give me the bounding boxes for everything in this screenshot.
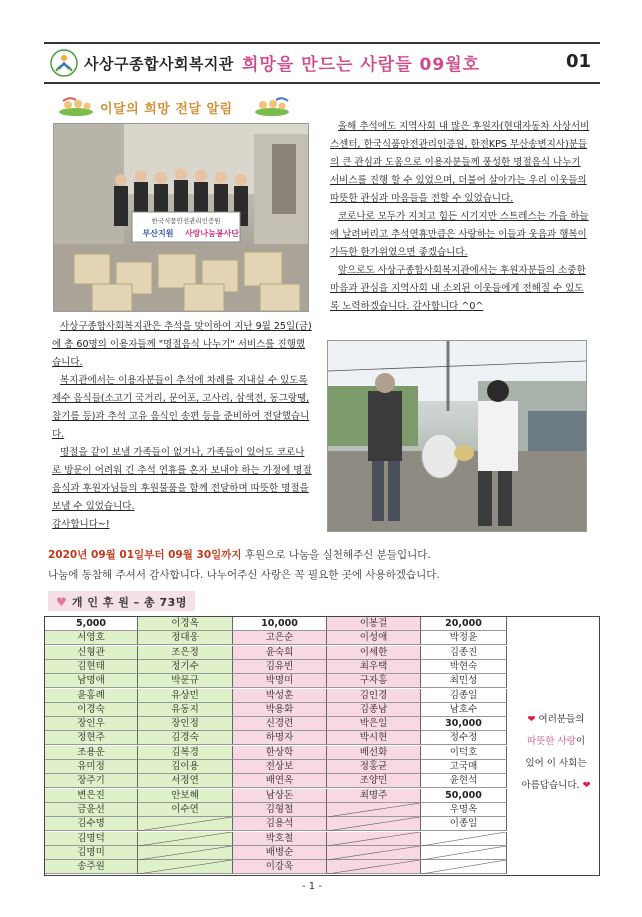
donor-name: 정대웅 <box>138 631 233 645</box>
donor-table <box>44 616 600 876</box>
empty-cell-slash <box>327 832 420 846</box>
donor-name: 최민성 <box>421 674 507 688</box>
group-photo <box>53 123 309 312</box>
empty-cell <box>138 832 233 846</box>
donation-amount: 10,000 <box>233 617 327 631</box>
donor-name: 김경숙 <box>138 731 233 745</box>
empty-cell <box>327 846 421 860</box>
org-logo-icon <box>50 49 78 77</box>
donors-heading <box>48 591 195 611</box>
donor-name: 장주기 <box>45 774 138 788</box>
donor-name: 박시현 <box>327 731 421 745</box>
delivery-photo <box>327 340 587 532</box>
donor-name: 구자홍 <box>327 674 421 688</box>
donor-name: 정수정 <box>421 731 507 745</box>
section-title: 이달의 희망 전달 알림 <box>100 102 233 117</box>
empty-cell <box>327 860 421 874</box>
empty-cell-slash <box>421 832 506 846</box>
donor-name: 남호수 <box>421 703 507 717</box>
side-note-line2-tail: 이 <box>575 736 586 747</box>
donation-amount: 30,000 <box>421 717 507 731</box>
empty-cell-slash <box>138 846 232 860</box>
donor-name: 하명자 <box>233 731 327 745</box>
donor-name: 유상민 <box>138 689 233 703</box>
group-photo-illustration <box>54 124 308 311</box>
donor-name: 이경옥 <box>138 617 233 631</box>
empty-cell <box>327 817 421 831</box>
donor-name: 김종일 <box>421 689 507 703</box>
empty-cell-slash <box>138 817 232 831</box>
donor-name: 정홍균 <box>327 760 421 774</box>
people-cartoon-icon-right <box>254 96 290 116</box>
banner-org-text: 한국식품안전관리인증원 <box>151 217 221 225</box>
donor-name: 김형철 <box>233 803 327 817</box>
period-rest: 후원으로 나눔을 실천해주신 분들입니다. <box>241 549 431 561</box>
donor-name: 조은정 <box>138 646 233 660</box>
donor-name: 박문규 <box>138 674 233 688</box>
side-note-line1: 여러분들의 <box>538 714 585 725</box>
donor-name: 박현숙 <box>421 660 507 674</box>
donor-name: 김현태 <box>45 660 138 674</box>
period-highlight: 2020년 09월 01일부터 09월 30일까지 <box>48 549 242 561</box>
right-paragraph-3: 앞으로도 사상구종합사회복지관에서는 후원자분들의 소중한 마음과 관심을 지역사회 내 소외된 이웃들에게 전해질 수 있도록 노력하겠습니다. 감사합니다 ^0^ <box>330 265 586 312</box>
donor-name: 송주원 <box>45 860 138 874</box>
left-paragraph-4: 감사합니다~! <box>52 519 110 530</box>
donors-title: 개 인 후 원 – 총 73명 <box>71 596 187 609</box>
donor-name: 김용석 <box>233 817 327 831</box>
donation-period <box>48 547 431 562</box>
people-cartoon-icon <box>58 96 94 116</box>
empty-cell <box>421 832 507 846</box>
donor-name: 서영호 <box>45 631 138 645</box>
empty-cell-slash <box>138 860 232 874</box>
donor-name: 고국매 <box>421 760 507 774</box>
heart-icon: ❤ <box>582 780 591 791</box>
empty-cell <box>138 817 233 831</box>
section-heading <box>58 96 298 118</box>
donor-name: 이덕호 <box>421 746 507 760</box>
empty-cell <box>138 860 233 874</box>
donor-name: 이경숙 <box>45 703 138 717</box>
donor-name: 김이용 <box>138 760 233 774</box>
empty-cell-slash <box>327 860 420 874</box>
donor-name: 박명미 <box>233 674 327 688</box>
left-paragraph-3: 명절을 같이 보낼 가족들이 없거나, 가족들이 있어도 코로나로 방문이 어려워 긴 추석 연휴를 혼자 보내야 하는 가정에 명절음식과 후원자님들의 후원물품을 함께 전달하며 따뜻한 명절을 보낼 수 있었습니다. <box>52 447 312 512</box>
empty-cell-slash <box>327 803 420 817</box>
donor-name: 신경련 <box>233 717 327 731</box>
side-note <box>515 709 597 797</box>
empty-cell-slash <box>327 817 420 831</box>
donor-name: 박성훈 <box>233 689 327 703</box>
donor-name: 윤현석 <box>421 774 507 788</box>
empty-cell-slash <box>421 860 506 874</box>
donor-name: 김종진 <box>421 646 507 660</box>
donor-name: 고은순 <box>233 631 327 645</box>
donor-name: 이성애 <box>327 631 421 645</box>
donor-name: 조양민 <box>327 774 421 788</box>
donor-name: 박정윤 <box>421 631 507 645</box>
donor-name: 이종일 <box>421 817 507 831</box>
left-paragraph-2: 복지관에서는 이용자분들이 추석에 차례를 지내실 수 있도록 제수 음식들(소고기 국거리, 문어포, 고사리, 삼색전, 동그랑땡, 참기름 등)과 추석 고유 음식인 송편 등을 준비하여 전달했습니다. <box>52 375 310 440</box>
empty-cell <box>327 803 421 817</box>
empty-cell <box>421 860 507 874</box>
empty-cell <box>421 846 507 860</box>
donor-name: 정기수 <box>138 660 233 674</box>
right-paragraph-1: 올해 추석에도 지역사회 내 많은 후원자(현대자동차 사상서비스센터, 한국식품안전관리인증원, 한전KPS 부산송변지사)분들의 큰 관심과 도움으로 이용자분들께 풍성한 명절음식 나누기 서비스를 진행 할 수 있었으며, 더불어 살아가는 우리 이웃들의 따뜻한 관심과 마음들을 전할 수 있었습니다. <box>330 121 590 204</box>
donor-name: 김명덕 <box>45 832 138 846</box>
donation-amount: 50,000 <box>421 789 507 803</box>
donor-name: 장인정 <box>138 717 233 731</box>
empty-cell <box>327 832 421 846</box>
donor-name: 최우택 <box>327 660 421 674</box>
delivery-photo-illustration <box>328 341 586 531</box>
donor-name: 김종남 <box>327 703 421 717</box>
donation-amount: 5,000 <box>45 617 138 631</box>
donor-name: 안보혜 <box>138 789 233 803</box>
heart-icon: ♥ <box>56 595 67 609</box>
thanks-line: 나눔에 동참해 주셔서 감사합니다. 나누어주신 사랑은 꼭 필요한 곳에 사용하겠습니다. <box>48 569 440 581</box>
left-column-text <box>52 318 312 534</box>
donor-name: 김수명 <box>45 817 138 831</box>
donor-name: 박용화 <box>233 703 327 717</box>
donor-name: 한상학 <box>233 746 327 760</box>
donor-name: 윤숙희 <box>233 646 327 660</box>
donor-name: 유미정 <box>45 760 138 774</box>
page-header <box>44 42 600 84</box>
donor-name: 금윤선 <box>45 803 138 817</box>
donor-name: 박은일 <box>327 717 421 731</box>
empty-cell-slash <box>327 846 420 860</box>
donor-name: 신형관 <box>45 646 138 660</box>
donor-name: 정현주 <box>45 731 138 745</box>
side-note-line4: 아름답습니다. <box>521 780 580 791</box>
banner-group-text: 사랑나눔봉사단 <box>184 229 240 238</box>
empty-cell-slash <box>421 846 506 860</box>
donor-name: 김복경 <box>138 746 233 760</box>
page-footer: - 1 - <box>302 881 322 892</box>
donor-name: 우명옥 <box>421 803 507 817</box>
donor-name: 배병순 <box>233 846 327 860</box>
donor-name: 박호철 <box>233 832 327 846</box>
donor-name: 유동지 <box>138 703 233 717</box>
empty-cell-slash <box>138 832 232 846</box>
donor-name: 장인우 <box>45 717 138 731</box>
right-column-text <box>330 118 592 316</box>
newsletter-title: 희망을 만드는 사람들 09월호 <box>242 55 481 75</box>
donor-name: 조용운 <box>45 746 138 760</box>
donor-name: 남상돈 <box>233 789 327 803</box>
donor-name: 이봉걸 <box>327 617 421 631</box>
donor-name: 이세한 <box>327 646 421 660</box>
donor-name: 배연옥 <box>233 774 327 788</box>
donor-name: 윤홍례 <box>45 689 138 703</box>
donor-name: 김인경 <box>327 689 421 703</box>
donor-name: 김유빈 <box>233 660 327 674</box>
donor-name: 남명애 <box>45 674 138 688</box>
donor-name: 전상보 <box>233 760 327 774</box>
donor-name: 배선화 <box>327 746 421 760</box>
right-paragraph-2: 코로나로 모두가 지치고 힘든 시기지만 스트레스는 가을 하늘에 날려버리고 추석연휴만큼은 사랑하는 이들과 웃음과 행복이 가득한 한가위였으면 좋겠습니다. <box>330 211 589 258</box>
donor-name: 서정연 <box>138 774 233 788</box>
donor-name: 이강욱 <box>233 860 327 874</box>
org-name: 사상구종합사회복지관 <box>84 55 234 73</box>
page-number: 01 <box>566 51 592 72</box>
banner-branch-text: 부산지원 <box>142 229 174 238</box>
donor-name: 최명주 <box>327 789 421 803</box>
heart-icon: ❤ <box>527 714 536 725</box>
side-note-line3: 있어 이 사회는 <box>525 758 587 769</box>
empty-cell <box>138 846 233 860</box>
donation-amount: 20,000 <box>421 617 507 631</box>
donor-name: 이수연 <box>138 803 233 817</box>
left-paragraph-1: 사상구종합사회복지관은 추석을 맞이하여 지난 9월 25일(금)에 총 60명의 이용자들께 "명절음식 나누기" 서비스를 진행했습니다. <box>52 321 312 368</box>
donor-name: 김명미 <box>45 846 138 860</box>
donor-name: 변은진 <box>45 789 138 803</box>
side-note-line2: 따뜻한 사랑 <box>526 736 576 747</box>
